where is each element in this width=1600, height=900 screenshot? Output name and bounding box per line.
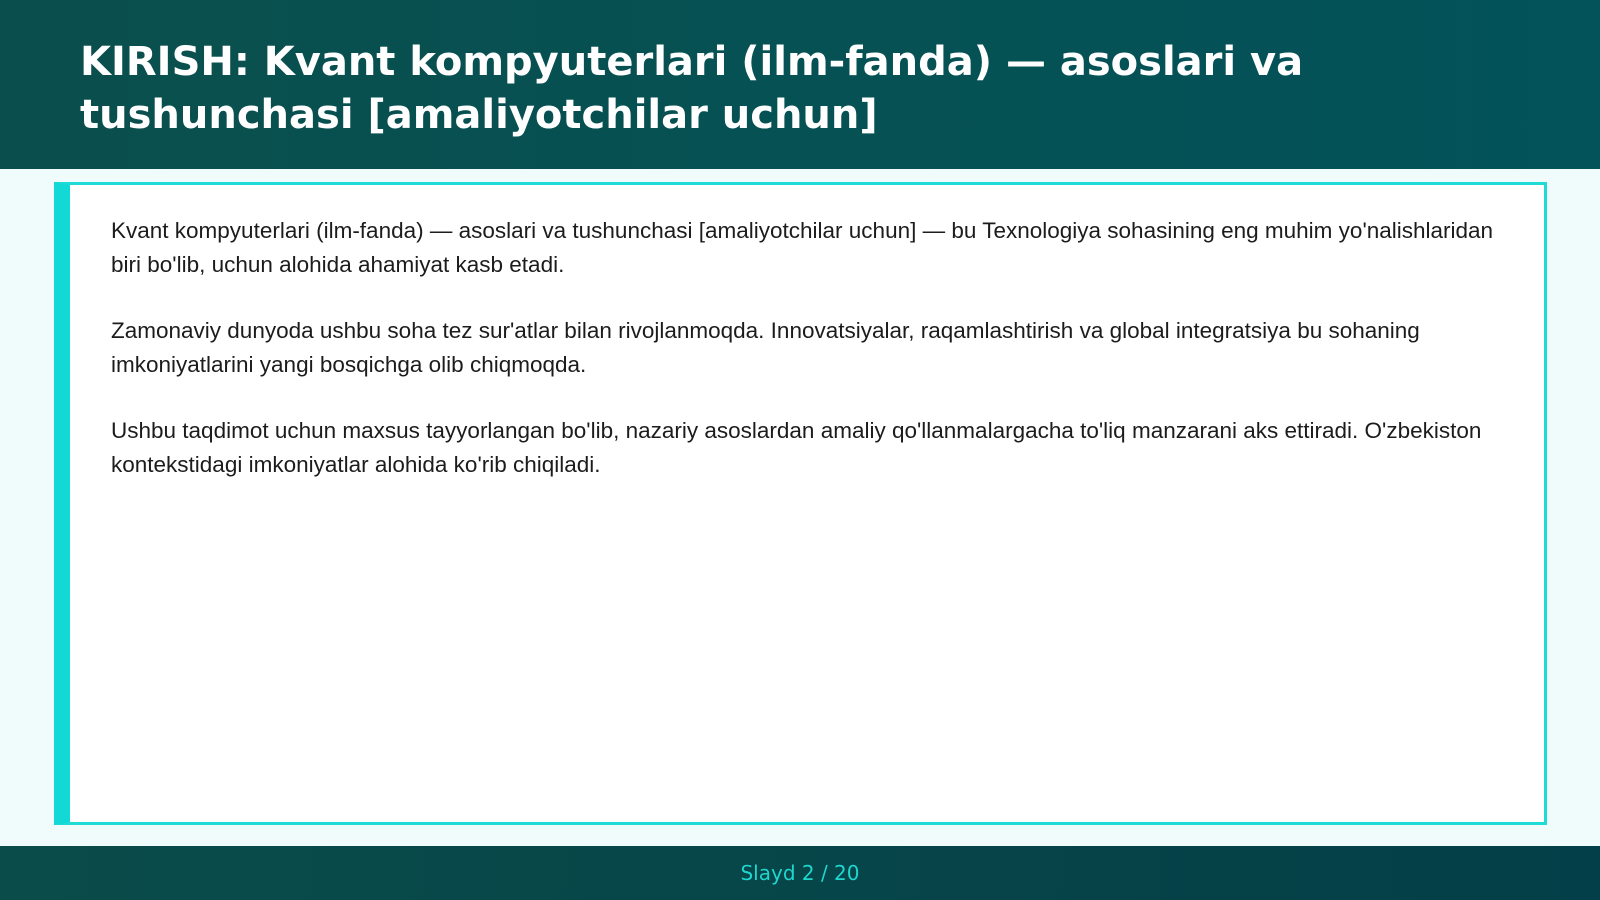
paragraph-presentation-scope: Ushbu taqdimot uchun maxsus tayyorlangan bo'lib, nazariy asoslardan amaliy qo'llanmalargacha to'liq manzarani aks ettiradi. O'zbekiston kontekstidagi imkoniyatlar alohida ko'rib chiqiladi. [111, 418, 1482, 477]
slide-footer [0, 846, 1600, 900]
paragraph-modern-world: Zamonaviy dunyoda ushbu soha tez sur'atlar bilan rivojlanmoqda. Innovatsiyalar, raqamlashtirish va global integratsiya bu sohaning imkoniyatlarini yangi bosqichga olib chiqmoqda. [111, 318, 1420, 377]
content-body [111, 214, 1511, 514]
paragraph-intro: Kvant kompyuterlari (ilm-fanda) — asoslari va tushunchasi [amaliyotchilar uchun] — bu Texnologiya sohasining eng muhim yo'nalishlaridan biri bo'lib, uchun alohida ahamiyat kasb etadi. [111, 218, 1494, 277]
slide-header [0, 0, 1600, 169]
slide-number: Slayd 2 / 20 [740, 861, 860, 885]
content-panel [54, 182, 1547, 825]
slide-title: KIRISH: Kvant kompyuterlari (ilm-fanda) — asoslari va tushunchasi [amaliyotchilar uchun] [80, 39, 1304, 138]
